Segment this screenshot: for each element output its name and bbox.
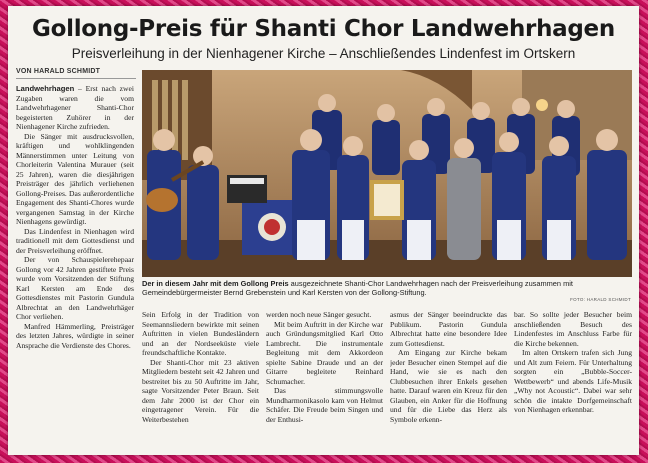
- text-column-4: [390, 310, 507, 452]
- article-headline: Gollong-Preis für Shanti Chor Landwehrhagen: [32, 16, 615, 42]
- paragraph: Das stimmungsvolle Mundharmonikasolo kam von Helmut Schäfer. Die Freude beim Singen und der Enthusi-: [266, 386, 383, 424]
- newspaper-clipping: [8, 6, 639, 455]
- paragraph: Sein Erfolg in der Tradition von Seemannsliedern bewirkte mit seinen Auftritten in vielen Bundesländern und an der Nordseeküste viele freundschaftliche Kontakte.: [142, 310, 259, 357]
- paragraph: Der von Schauspielerehepaar Gollong vor 42 Jahren gestiftete Preis wurde vom Vorsitzenden der Stiftung Karl Kersten am Ende des Gottesdienstes mit Pastorin Gundula Albrechtat an den Landwehrhäger Chor verliehen.: [16, 255, 134, 321]
- paragraph: Der Shanti-Chor mit 23 aktiven Mitgliedern besteht seit 42 Jahren und bestreitet bis zu 50 Auftritte im Jahr, sagte Vorsitzender Peter Braun. Seit dem Jahr 2000 ist der Chor ein eingetragener Verein. Für die Weiterbestehen: [142, 357, 259, 424]
- paragraph: Das Lindenfest in Nienhagen wird traditionell mit dem Gottesdienst und der Preisverleihung eröffnet.: [16, 226, 134, 255]
- paragraph: Mit beim Auftritt in der Kirche war auch Gründungsmitglied Karl Otto Lambrecht. Die instrumentale Begleitung mit dem Akkordeon spielte Sabine Draude und an der Gitarre begleitete Reinhard Schumacher.: [266, 319, 383, 386]
- paragraph: bar. So sollte jeder Besucher beim anschließenden Besuch des Lindenfestes im Anschluss Farbe für die Kirche bekennen.: [514, 310, 632, 348]
- photo-caption: [142, 279, 632, 297]
- article-byline: VON HARALD SCHMIDT: [16, 68, 101, 75]
- choir-photo: [142, 70, 632, 277]
- choir-photo-illustration: [142, 70, 632, 277]
- paragraph: werden noch neue Sänger gesucht.: [266, 310, 372, 319]
- photo-credit: FOTO: HARALD SCHMIDT: [570, 297, 631, 302]
- caption-lead: Der in diesem Jahr mit dem Gollong Preis: [142, 279, 289, 288]
- paragraph: Am Eingang zur Kirche bekam jeder Besucher einen Stempel auf die Hand, wie sie es nach den Clubbesuchen ihrer Enkels gesehen hatte. Darauf waren ein Kreuz für den Glauben, ein Anker für die Hoffnung und für die Liebe das Herz als Symbole erkenn-: [390, 348, 507, 424]
- paragraph: Manfred Hämmerling, Preisträger des letzten Jahres, würdigte in seiner Ansprache die Verdienste des Chores.: [16, 321, 134, 350]
- text-column-3: [266, 310, 383, 452]
- text-column-2: [142, 310, 259, 452]
- paragraph: [16, 84, 134, 132]
- article-subheadline: Preisverleihung in der Nienhagener Kirche – Anschließendes Lindenfest im Ortskern: [71, 46, 576, 61]
- text-column-5: [514, 310, 632, 452]
- paragraph: Die Sänger mit ausdrucksvollen, kräftigen und wohlklingenden Männerstimmen unter Leitung von Chorleiterin Valentina Murauer (seit 25 Jahren), waren die diesjährigen Preisträger des jährlich verliehenen Gollong-Preises. Das außerordentliche Engagement des Shanti-Chores wurde vergangenen Samstag in der Kirche Nienhagens gewürdigt.: [16, 131, 134, 226]
- paragraph: Im alten Ortskern trafen sich Jung und Alt zum Feiern. Für Unterhaltung sorgten ein „Bubble-Soccer-Wettbewerb“ und abends Life-Musik „Why not Acoustic“. Dabei war sehr schön die intakte Dorfgemeinschaft von Nienhagen erkennbar.: [514, 348, 632, 414]
- paragraph: asmus der Sänger beeindruckte das Publikum. Pastorin Gundula Albrechtat hatte eine besondere Idee zum Gottesdienst.: [390, 310, 507, 348]
- caption-text: ausgezeichnete Shanti-Chor Landwehrhagen nach der Preisverleihung zusammen mit Gemeindebürgermeister Bernd Grebenstein und Karl Kersten von der Gollong-Stiftung.: [142, 279, 573, 297]
- paragraph-text: – Erst nach zwei Zugaben waren die vom Landwehrhagener Shanti-Chor begeisterten Zuhörer in der Nienhagener Kirche zufrieden.: [16, 84, 134, 131]
- byline-divider: [16, 78, 136, 79]
- dateline: Landwehrhagen: [16, 84, 75, 93]
- text-column-1: [16, 84, 134, 454]
